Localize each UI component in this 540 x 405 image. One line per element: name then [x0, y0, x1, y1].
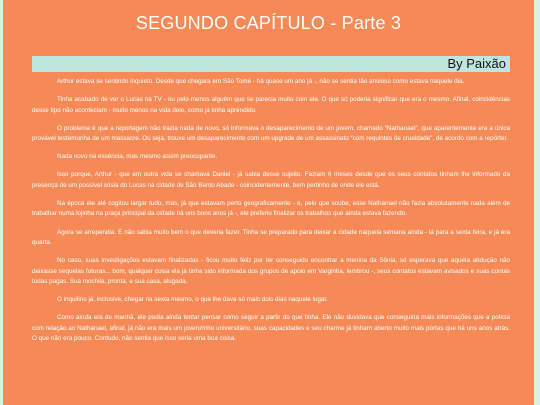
chapter-title: SEGUNDO CAPÍTULO - Parte 3 — [135, 13, 402, 33]
chapter-page — [3, 0, 534, 405]
paragraph: Isso porque, Arthur - que em outra vida se chamava Daniel - já sabia desse sujeito. Faziam 6 meses desde que os seus contatos tinham lhe informado da presença de um possível sósia do Lucas na cidade de São Bento Abade - coincidentemente, bem pertinho de onde ele está. — [32, 171, 510, 189]
paragraph: Arthur estava se sentindo inquieto. Desde que chegara em São Tomé - há quase um ano já -, não se sentia tão ansioso como estava naquele dia. — [57, 78, 465, 85]
paragraph: Agora se arrependia. E não sabia muito bem o que deveria fazer. Tinha se preparado para deixar a cidade naquela semana ainda - lá para a sexta feira, e já era quarta. — [32, 228, 510, 247]
chapter-body — [32, 77, 510, 352]
byline-bar — [32, 56, 510, 72]
paragraph: O inquilino já, inclusive, chegar na sexta mesmo, o que lhe dava só mais dois dias naquele lugar. — [57, 296, 328, 304]
paragraph: Tinha acabado de ver o Lucas na TV - ou pelo menos alguém que se parecia muito com ele. O que só poderia significar que era o mesmo. Afinal, coincidências desse tipo não aconteciam - muito menos na vida dele, como já tinha aprendido. — [32, 96, 510, 114]
paragraph: No caso, suas investigações estavam finalizadas - ficou muito feliz por ter conseguido encontrar a menina da Sônia, só esperava que aquela abdução não deixasse sequelas futuras... bom, qualquer coisa ela já tinha sido informada dos grupos de apoio em Varginha, lembrou -, seus contatos estavam avisados e suas contas todas pagas. Sua mochila, pronta, e sua casa, alugada. — [32, 257, 510, 286]
paragraph: Nada novo na essência, mas mesmo assim preocupante. — [57, 153, 218, 161]
author-byline: By Paixão — [447, 56, 506, 71]
paragraph: Na época ele até cogitou largar tudo, mas, já que estavam perto geograficamente - e, pelo que soube, esse Nathanael não fazia absolutamente nada além de trabalhar numa lojinha na praça principal da cidade há uns bons anos já -, ele preferiu finalizar os trabalhos que ainda estava fazendo. — [32, 199, 510, 218]
paragraph: Como ainda era de manhã, ele podia ainda tentar pensar como seguir a partir do que tinha. Ele não duvidava que conseguiria mais informações que a polícia com relação ao Nathanael, afinal, já não era mais um jovenzinho universitário, suas capacidades e seu charme já tinham aberto muito mais portas que há uns anos atrás. O que não era pouco. Contudo, não sentia que isso seria uma boa coisa. — [32, 314, 510, 343]
paragraph: O problema é que a reportagem não trazia nada de novo, só informava o desaparecimento de um jovem, chamado “Nathanael”, que aparentemente era a única provável testemunha de um massacre. Ou seja, trouxe um desaparecimento com um upgrade de um assassinato “com requintes de crueldade”, de acordo com a repórter. — [32, 124, 510, 143]
